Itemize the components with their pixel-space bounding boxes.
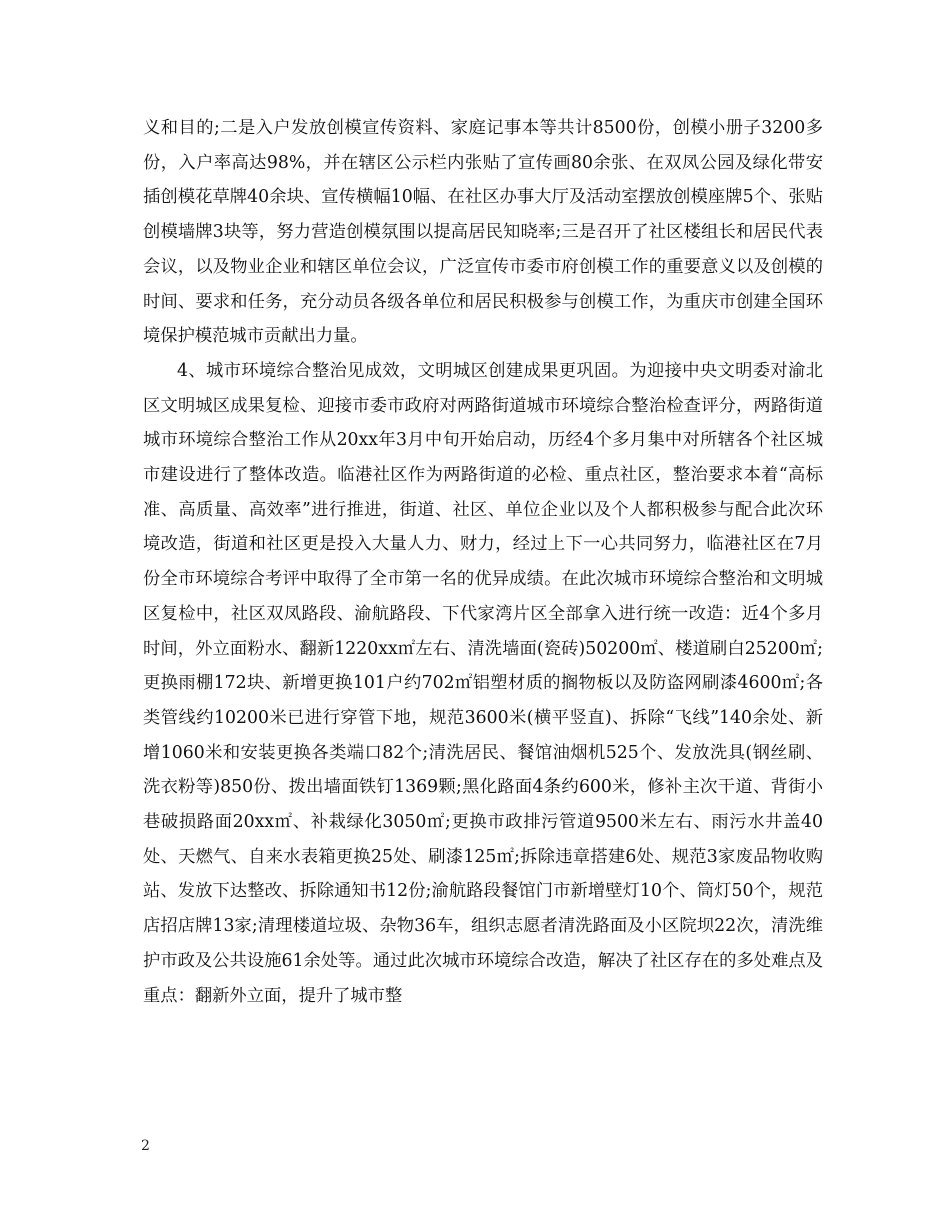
paragraph-continued: 义和目的;二是入户发放创模宣传资料、家庭记事本等共计8500份，创模小册子3200多份，入户率高达98%，并在辖区公示栏内张贴了宣传画80余张、在双凤公园及绿化带安插创模花草牌40余块、宣传横幅10幅、在社区办事大厅及活动室摆放创模座牌5个、张贴创模墙牌3块等，努力营造创模氛围以提高居民知晓率;三是召开了社区楼组长和居民代表会议，以及物业企业和辖区单位会议，广泛宣传市委市府创模工作的重要意义以及创模的时间、要求和任务，充分动员各级各单位和居民积极参与创模工作，为重庆市创建全国环境保护模范城市贡献出力量。 — [143, 118, 823, 347]
page-number: 2 — [141, 1138, 150, 1154]
document-body — [143, 111, 823, 1013]
paragraph-section-4: 4、城市环境综合整治见成效，文明城区创建成果更巩固。为迎接中央文明委对渝北区文明城区成果复检、迎接市委市政府对两路街道城市环境综合整治检查评分，两路街道城市环境综合整治工作从20xx年3月中旬开始启动，历经4个多月集中对所辖各个社区城市建设进行了整体改造。临港社区作为两路街道的必检、重点社区，整治要求本着“高标准、高质量、高效率”进行推进，街道、社区、单位企业以及个人都积极参与配合此次环境改造，街道和社区更是投入大量人力、财力，经过上下一心共同努力，临港社区在7月份全市环境综合考评中取得了全市第一名的优异成绩。在此次城市环境综合整治和文明城区复检中，社区双凤路段、渝航路段、下代家湾片区全部拿入进行统一改造：近4个多月时间，外立面粉水、翻新1220xx㎡左右、清洗墙面(瓷砖)50200㎡、楼道刷白25200㎡;更换雨棚172块、新增更换101户约702㎡铝塑材质的搁物板以及防盗网刷漆4600㎡;各类管线约10200米已进行穿管下地，规范3600米(横平竖直)、拆除“飞线”140余处、新增1060米和安装更换各类端口82个;清洗居民、餐馆油烟机525个、发放洗具(钢丝刷、洗衣粉等)850份、拨出墙面铁钉1369颗;黑化路面4条约600米，修补主次干道、背街小巷破损路面20xx㎡、补栽绿化3050㎡;更换市政排污管道9500米左右、雨污水井盖40处、天燃气、自来水表箱更换25处、刷漆125㎡;拆除违章搭建6处、规范3家废品物收购站、发放下达整改、拆除通知书12份;渝航路段餐馆门市新增壁灯10个、筒灯50个，规范店招店牌13家;清理楼道垃圾、杂物36车，组织志愿者清洗路面及小区院坝22次，清洗维护市政及公共设施61余处等。通过此次城市环境综合改造，解决了社区存在的多处难点及重点：翻新外立面，提升了城市整 — [143, 360, 823, 1006]
